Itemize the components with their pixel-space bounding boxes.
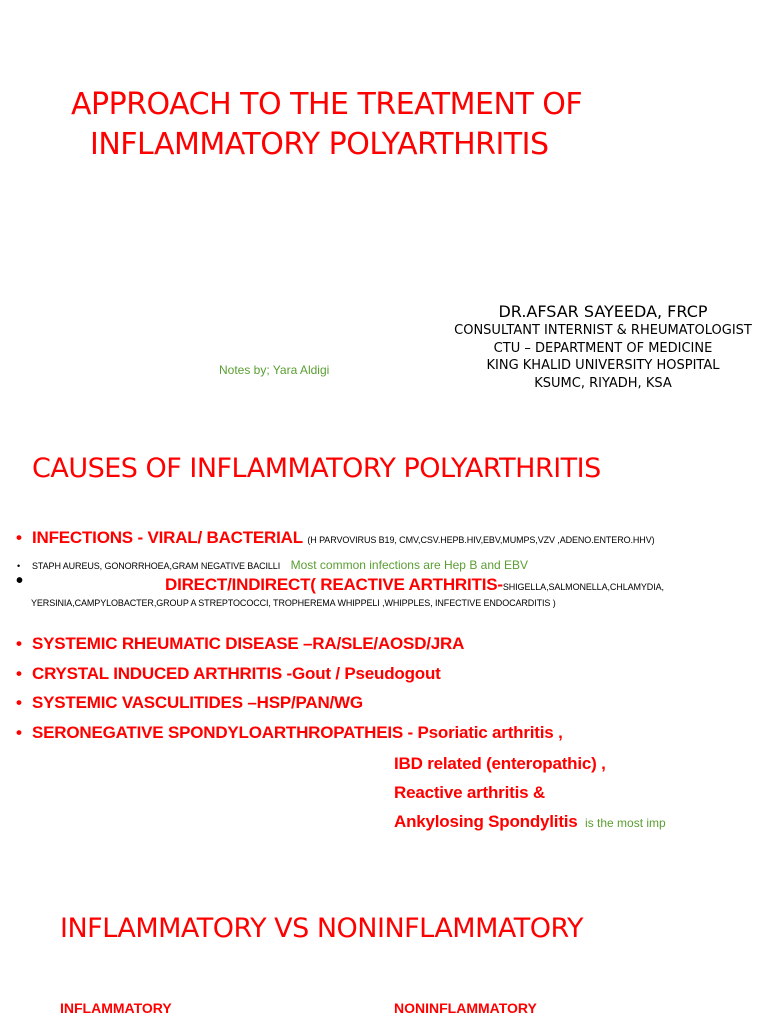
bullet-glyph: • <box>16 693 22 712</box>
crystal-arthritis: CRYSTAL INDUCED ARTHRITIS -Gout / Pseudogout <box>32 664 441 683</box>
bullet-glyph: • <box>16 664 22 683</box>
staph-line: STAPH AUREUS, GONORRHOEA,GRAM NEGATIVE BACILLI <box>32 561 281 571</box>
infections-detail: (H PARVOVIRUS B19, CMV,CSV.HEPB.HIV,EBV,MUMPS,VZV ,ADENO.ENTERO.HHV) <box>307 535 655 545</box>
systemic-rheumatic: SYSTEMIC RHEUMATIC DISEASE –RA/SLE/AOSD/JRA <box>32 634 465 653</box>
bullet-reactive-glyph: • <box>16 570 24 592</box>
vasculitides: SYSTEMIC VASCULITIDES –HSP/PAN/WG <box>32 693 363 712</box>
bullet-glyph: • <box>17 561 21 571</box>
bullet-glyph: • <box>16 528 22 547</box>
title-line-2: INFLAMMATORY POLYARTHRITIS <box>90 127 549 162</box>
sero-reactive: Reactive arthritis & <box>394 783 545 802</box>
notes-by: Notes by; Yara Aldigi <box>219 363 330 377</box>
causes-heading: CAUSES OF INFLAMMATORY POLYARTHRITIS <box>32 453 601 484</box>
bullet-crystal <box>16 664 441 684</box>
author-location: KSUMC, RIYADH, KSA <box>534 375 672 391</box>
author-name: DR.AFSAR SAYEEDA, FRCP <box>498 302 708 321</box>
sero-ankylosing: Ankylosing Spondylitis <box>394 812 578 831</box>
reactive-detail-2: YERSINIA,CAMPYLOBACTER,GROUP A STREPTOCOCCI, TROPHEREMA WHIPPELI ,WHIPPLES, INFECTIVE ENDOCARDITIS ) <box>31 598 556 608</box>
author-hospital: KING KHALID UNIVERSITY HOSPITAL <box>486 358 720 373</box>
author-block <box>440 302 766 392</box>
reactive-detail-1: SHIGELLA,SALMONELLA,CHLAMYDIA, <box>502 582 664 592</box>
comparison-heading: INFLAMMATORY VS NONINFLAMMATORY <box>60 913 584 944</box>
bullet-infections <box>16 528 655 548</box>
bullet-seronegative <box>16 723 563 743</box>
column-inflammatory: INFLAMMATORY <box>60 1000 172 1016</box>
seronegative: SERONEGATIVE SPONDYLOARTHROPATHEIS - Psoriatic arthritis , <box>32 723 563 742</box>
author-title: CONSULTANT INTERNIST & RHEUMATOLOGIST <box>454 323 752 338</box>
bullet-vasculitides <box>16 693 363 713</box>
bullet-systemic <box>16 634 464 654</box>
reactive-line <box>165 575 664 595</box>
reactive-main: DIRECT/INDIRECT( REACTIVE ARTHRITIS- <box>165 575 503 594</box>
infections-main: INFECTIONS - VIRAL/ BACTERIAL <box>32 528 303 547</box>
title-line-1: APPROACH TO THE TREATMENT OF <box>71 87 583 122</box>
infections-note: Most common infections are Hep B and EBV <box>290 558 529 572</box>
bullet-glyph: • <box>16 723 22 742</box>
sero-note: is the most imp <box>585 816 666 830</box>
sero-ankylosing-line <box>394 812 666 832</box>
column-noninflammatory: NONINFLAMMATORY <box>394 1000 537 1016</box>
sero-ibd: IBD related (enteropathic) , <box>394 754 606 773</box>
bullet-staph <box>17 556 528 574</box>
bullet-glyph: • <box>16 634 22 653</box>
author-department: CTU – DEPARTMENT OF MEDICINE <box>493 340 713 356</box>
